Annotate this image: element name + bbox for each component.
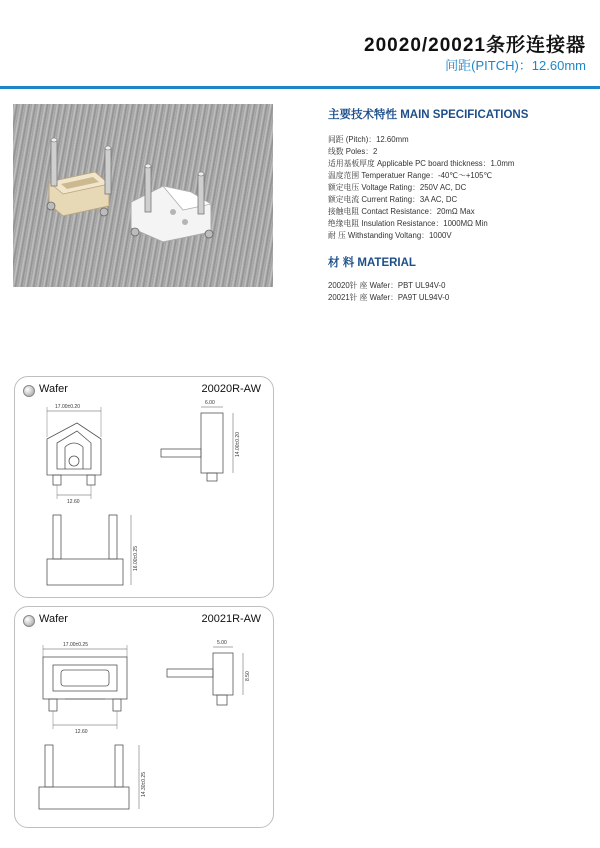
spec-line: 额定电流 Current Rating：3A AC, DC (328, 195, 458, 204)
drawing-card-20021 (14, 606, 274, 828)
spec-line: 绝缘电阻 Insulation Resistance：1000MΩ Min (328, 219, 488, 228)
dim-pin-height-label: 14.30±0.25 (141, 772, 147, 797)
material-line: 20020针 座 Wafer：PBT UL94V-0 (328, 281, 446, 290)
specs-heading: 主要技术特性 MAIN SPECIFICATIONS (328, 109, 529, 121)
header-divider (0, 86, 600, 89)
spec-line: 接触电阻 Contact Resistance：20mΩ Max (328, 207, 475, 216)
material-line: 20021针 座 Wafer：PA9T UL94V-0 (328, 293, 450, 302)
spec-line: 适用基板厚度 Applicable PC board thickness：1.0mm (328, 159, 515, 168)
beige-connector-image (47, 138, 111, 216)
card-model: 20021R-AW (201, 613, 261, 625)
spec-line: 温度范围 Temperatuer Range：-40℃～+105℃ (328, 171, 493, 180)
dim-side-width-label: 6.00 (205, 400, 215, 406)
specifications-section (328, 106, 590, 304)
page-title: 20020/20021条形连接器 (364, 35, 586, 56)
card-label: Wafer (39, 613, 68, 625)
product-photo (13, 104, 273, 287)
dim-side-width-label: 5.00 (217, 640, 227, 646)
drawing-card-20020 (14, 376, 274, 598)
dim-side-height-label: 8.50 (245, 671, 251, 681)
spec-line: 线数 Poles：2 (328, 147, 378, 156)
bullet-icon (23, 385, 35, 397)
technical-drawing-20021 (15, 607, 273, 827)
dim-side-height-label: 14.00±0.20 (235, 432, 241, 457)
dim-pin-height-label: 16.00±0.25 (133, 546, 139, 571)
spec-line: 额定电压 Voltage Rating：250V AC, DC (328, 183, 467, 192)
bullet-icon (23, 615, 35, 627)
card-model: 20020R-AW (201, 383, 261, 395)
dim-pitch-label: 12.60 (75, 729, 88, 735)
dim-pitch-label: 12.60 (67, 499, 80, 505)
page-subtitle: 间距(PITCH)：12.60mm (445, 58, 586, 73)
spec-line: 间距 (Pitch)：12.60mm (328, 135, 409, 144)
technical-drawing-20020 (15, 377, 273, 597)
white-connector-image (131, 164, 213, 242)
card-label: Wafer (39, 383, 68, 395)
dim-width-label: 17.00±0.20 (55, 404, 80, 410)
dim-width-label: 17.00±0.25 (63, 642, 88, 648)
material-heading: 材 料 MATERIAL (328, 257, 416, 269)
spec-line: 耐 压 Withstanding Voltang：1000V (328, 231, 452, 240)
